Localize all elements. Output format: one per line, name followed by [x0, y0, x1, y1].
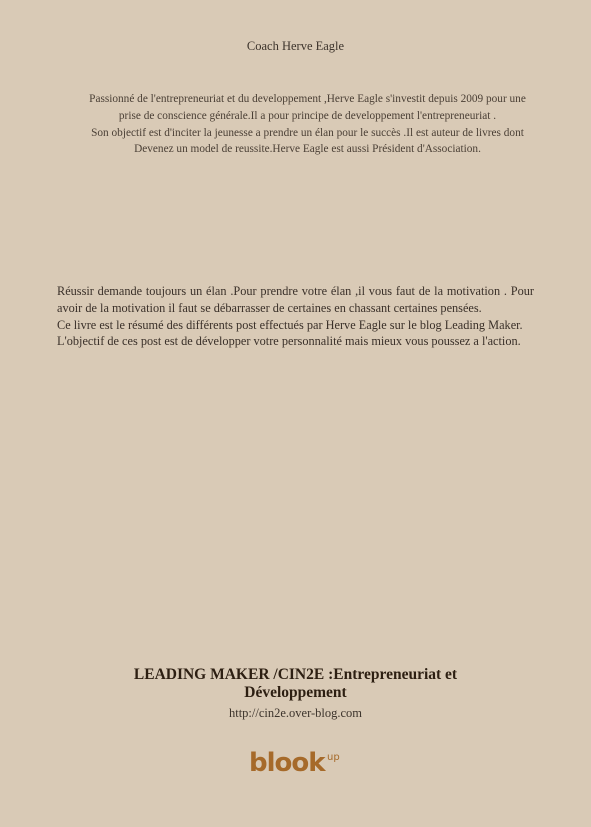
summary-paragraph: L'objectif de ces post est de développer votre personnalité mais mieux vous poussez a l'action. [57, 334, 521, 349]
bio-paragraph: Passionné de l'entrepreneuriat et du developpement ,Herve Eagle s'investit depuis 2009 pour une prise de conscience générale.Il a pour principe de developpement l'entrepreneuriat . [89, 93, 526, 122]
book-title [60, 666, 531, 701]
author-bio [80, 91, 535, 158]
bio-paragraph: Son objectif est d'inciter la jeunesse a prendre un élan pour le succès .Il est auteur de livres dont Devenez un model de reussite.Herve Eagle est aussi Président d'Association. [91, 126, 524, 156]
logo-wordmark: blook [249, 748, 325, 778]
author-name: Coach Herve Eagle [246, 39, 345, 53]
book-title-line: LEADING MAKER /CIN2E :Entrepreneuriat et [133, 666, 458, 683]
blog-url: http://cin2e.over-blog.com [228, 706, 363, 720]
logo-superscript: up [327, 752, 340, 763]
summary-paragraph: Ce livre est le résumé des différents post effectués par Herve Eagle sur le blog Leading Maker. [57, 317, 523, 332]
book-title-line: Développement [244, 683, 347, 701]
blookup-logo [249, 748, 349, 784]
summary-paragraph: Réussir demande toujours un élan .Pour prendre votre élan ,il vous faut de la motivation . Pour avoir de la motivation il faut se débarrasser de certaines en chassant certaines pensées. [57, 284, 534, 315]
book-summary [57, 283, 534, 350]
